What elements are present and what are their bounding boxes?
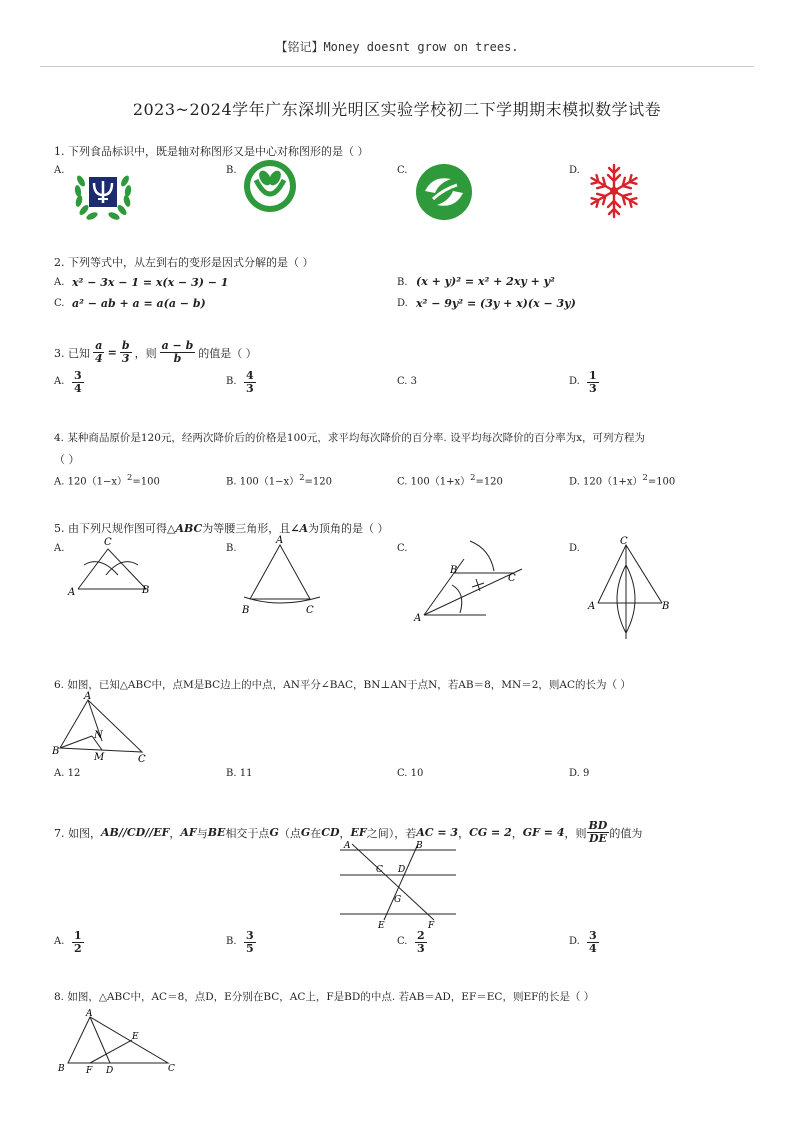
q3-option-d-label: D. [569,376,580,387]
q3-option-a-label: A. [54,376,65,387]
q2-option-d-expr: x² − 9y² = (3y + x)(x − 3y) [416,297,576,310]
fig6-label-b: B [52,746,60,757]
q3-option-b-label: B. [226,376,237,387]
fig7-label-c: C [376,865,383,875]
q7-option-d-fraction: $\frac{3}{4}$ [589,929,597,955]
q6-triangle-figure [52,690,152,766]
logo-b-green-food-icon [242,158,298,214]
fig7-label-e: E [378,921,385,930]
question-7-text: 7. 如图， AB//CD//EF ， AF 与 BE 相交于点 G （点 G 在 CD ， EF 之间），若 AC = 3 ， CG = 2 ， GF = 4 ，则 $\frac{BD}{DE}$ 的值为 [54,819,643,845]
fig-b-label-c: C [306,605,314,616]
fig7-label-b: B [416,841,423,851]
q2-option-c-label: C. [54,298,65,309]
q5-figure-a [64,535,158,601]
q3-fraction-target: $\frac{a - b}{b}$ [161,339,194,365]
q8-triangle-figure [54,1005,178,1077]
question-3-text [54,340,257,365]
q3-equals: = [107,346,117,359]
fig8-label-d: D [106,1066,114,1076]
q7-option-a-fraction: $\frac{1}{2}$ [74,929,82,955]
q4-option-d: D. $120(1+x)^2=100$ [569,472,676,488]
q1-option-c-label: C. [397,165,408,176]
fig6-label-a: A [84,691,92,702]
q4-option-a: A. $120(1-x)^2=100$ [54,472,160,488]
q3-option-d-fraction: $\frac{1}{3}$ [589,369,597,395]
q6-option-a: A. 12 [54,768,81,779]
q7-option-b-label: B. [226,936,237,947]
fig-a-label-b: B [142,585,150,596]
q5-figure-b [240,535,330,617]
q7-option-c-label: C. [397,936,408,947]
page-header-motto: 【铭记】Money doesnt grow on trees. [275,40,519,54]
q3-option-a-fraction: $\frac{3}{4}$ [74,369,82,395]
q7-option-a-label: A. [54,936,65,947]
q5-option-a-label: A. [54,543,65,554]
q1-option-d-label: D. [569,165,580,176]
fig6-label-c: C [138,754,146,765]
fig-a-label-a: A [68,587,76,598]
fig-d-label-b: B [662,601,670,612]
q2-option-b-label: B. [397,277,408,288]
q7-parallel-lines-figure [336,838,460,930]
q2-option-b-expr: (x + y)² = x² + 2xy + y² [416,275,555,288]
fig-b-label-a: A [276,535,284,546]
fig8-label-c: C [168,1064,175,1074]
fig-d-label-c: C [620,536,628,547]
q3-option-b-fraction: $\frac{4}{3}$ [246,369,254,395]
q5-figure-c [410,535,528,625]
q4-option-b: B. $100(1-x)^2=120$ [226,472,332,488]
fig-b-label-b: B [242,605,250,616]
q3-option-c-label: C. 3 [397,376,418,387]
question-6-text: 6. 如图，已知△ABC中，点M是BC边上的中点，AN平分∠BAC，BN⊥AN于点N，若AB＝8，MN＝2，则AC的长为（ ） [54,679,631,691]
fig7-label-f: F [428,921,435,930]
q2-option-c-expr: a² − ab + a = a(a − b) [72,297,206,310]
q6-option-b: B. 11 [226,768,253,779]
q7-option-b-fraction: $\frac{3}{5}$ [246,929,254,955]
logo-c-leaf-circle-icon [415,163,473,221]
q5-figure-d [586,535,676,643]
fig-c-label-c: C [508,573,516,584]
q7-option-c-fraction: $\frac{2}{3}$ [417,929,425,955]
question-5-text: 5. 由下列尺规作图可得△ABC为等腰三角形，且∠A为顶角的是（ ） [54,522,389,535]
q3-then: ，则 [134,346,157,360]
exam-title: 2023~2024学年广东深圳光明区实验学校初二下学期期末模拟数学试卷 [132,100,662,119]
q1-option-b-label: B. [226,165,237,176]
q3-prefix: 3. 已知 [54,346,90,360]
q3-suffix: 的值是（ ） [198,346,257,360]
question-1-text: 1. 下列食品标识中，既是轴对称图形又是中心对称图形的是（ ） [54,145,369,158]
fig7-label-a: A [344,841,351,851]
fig8-label-a: A [86,1009,93,1019]
q4-option-c: C. $100(1+x)^2=120$ [397,472,503,488]
logo-d-snowflake-icon [585,162,643,220]
q6-option-c: C. 10 [397,768,424,779]
q3-fraction-b-over-3: $\frac{b}{3}$ [121,339,130,365]
fig6-label-m: M [94,752,105,763]
question-8-text: 8. 如图，△ABC中，AC＝8，点D，E分别在BC，AC上，F是BD的中点. 若AB＝AD，EF＝EC，则EF的长是（ ） [54,991,595,1003]
q2-option-d-label: D. [397,298,408,309]
question-2-text: 2. 下列等式中，从左到右的变形是因式分解的是（ ） [54,256,314,269]
fig8-label-f: F [86,1066,93,1076]
fig7-label-g: G [394,895,402,905]
q5-option-d-label: D. [569,543,580,554]
header-divider [40,66,754,67]
q7-option-d-label: D. [569,936,580,947]
q5-option-c-label: C. [397,543,408,554]
fig8-label-e: E [132,1032,139,1042]
q5-option-b-label: B. [226,543,237,554]
q6-option-d: D. 9 [569,768,590,779]
question-4-text: 4. 某种商品原价是120元，经两次降价后的价格是100元，求平均每次降价的百分率. 设平均每次降价的百分率为x，可列方程为 [54,432,646,444]
fig8-label-b: B [58,1064,65,1074]
q2-option-a-label: A. [54,277,65,288]
q1-option-a-label: A. [54,165,65,176]
fig-d-label-a: A [588,601,596,612]
question-4-text-cont: （ ） [54,453,80,466]
q3-fraction-a-over-4: $\frac{a}{4}$ [95,339,103,365]
logo-a-laurel-icon [72,163,134,225]
fig-c-label-b: B [450,565,458,576]
fig-a-label-c: C [104,537,112,548]
fig6-label-n: N [94,730,103,741]
fig7-label-d: D [398,865,406,875]
q2-option-a-expr: x² − 3x − 1 = x(x − 3) − 1 [72,276,229,289]
q7-fraction-bd-de: $\frac{BD}{DE}$ [588,819,608,845]
fig-c-label-a: A [414,613,422,624]
